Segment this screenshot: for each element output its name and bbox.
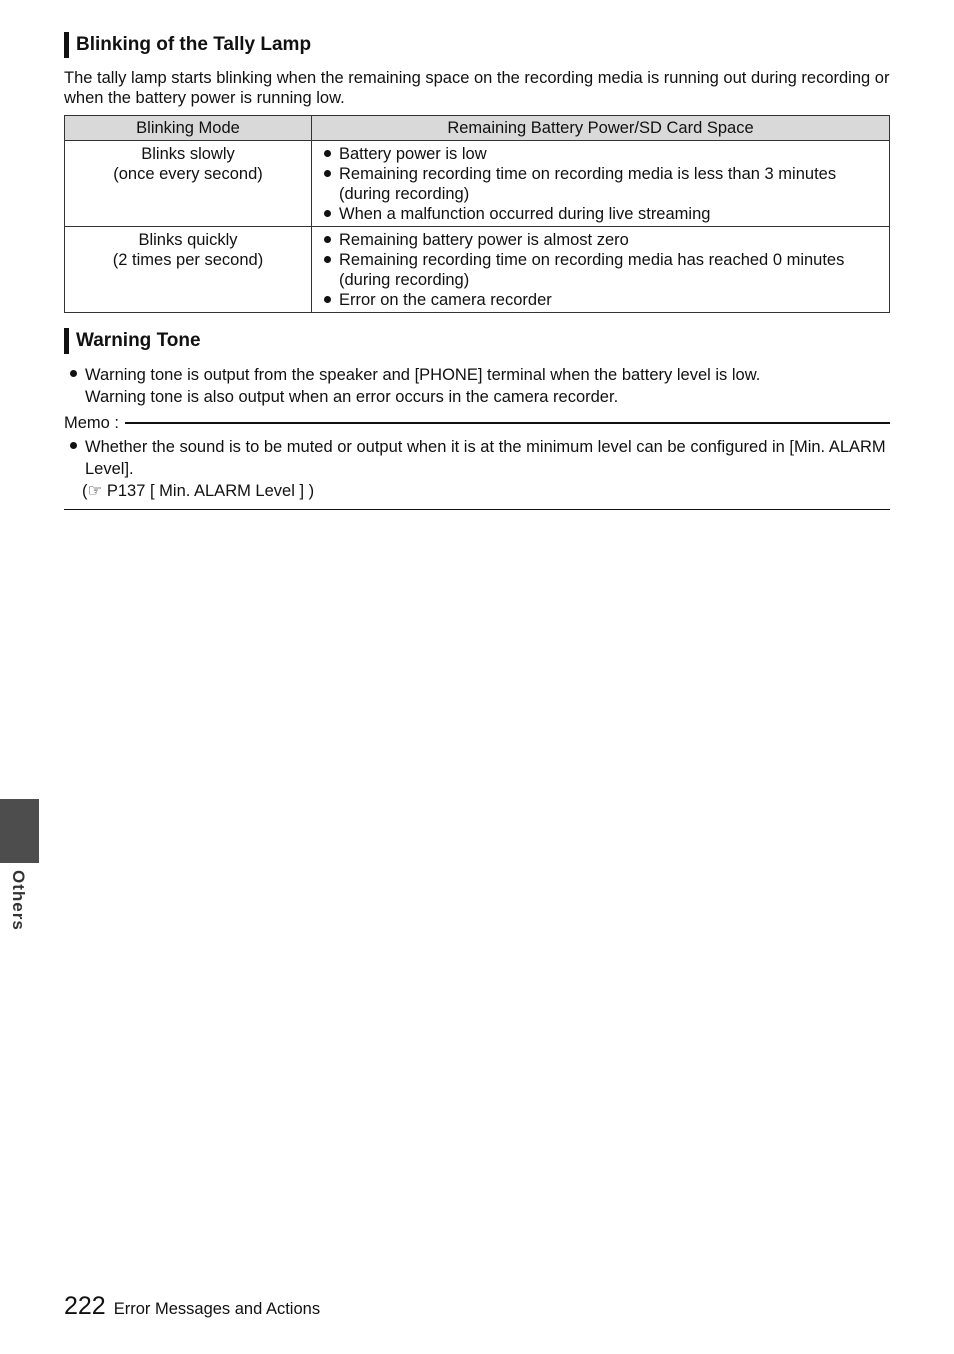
memo-item: Whether the sound is to be muted or output when it is at the minimum level can be configured in [Min. ALARM Level]. <box>68 436 890 480</box>
memo-header <box>64 412 890 434</box>
condition-cell <box>312 227 890 313</box>
condition-item: When a malfunction occurred during live streaming <box>322 204 885 224</box>
page-number: 222 <box>64 1292 106 1320</box>
list-item <box>68 364 890 408</box>
section-title-tally-lamp: Blinking of the Tally Lamp <box>64 32 311 58</box>
mode-detail: (once every second) <box>113 165 263 183</box>
mode-cell <box>65 227 312 313</box>
side-tab-marker <box>0 799 39 863</box>
mode-cell <box>65 141 312 227</box>
mode-label: Blinks quickly <box>138 231 238 249</box>
page-reference-link[interactable]: (☞ P137 [ Min. ALARM Level ] ) <box>82 482 315 500</box>
memo-body <box>68 436 890 502</box>
memo-divider <box>125 422 890 424</box>
side-tab-label: Others <box>9 870 28 931</box>
table-row <box>65 141 890 227</box>
table-header-row <box>65 116 890 141</box>
intro-paragraph: The tally lamp starts blinking when the remaining space on the recording media is running out during recording or when the battery power is running low. <box>64 69 890 107</box>
condition-item: Error on the camera recorder <box>322 290 885 310</box>
memo-label: Memo : <box>64 413 120 432</box>
mode-detail: (2 times per second) <box>112 251 264 269</box>
list-item-text: Warning tone is also output when an error occurs in the camera recorder. <box>85 388 619 406</box>
footer-chapter-title: Error Messages and Actions <box>113 1300 321 1318</box>
mode-label: Blinks slowly <box>141 145 235 163</box>
condition-item: Battery power is low <box>322 144 885 164</box>
table-row <box>65 227 890 313</box>
section-title-warning-tone: Warning Tone <box>64 328 201 354</box>
condition-cell <box>312 141 890 227</box>
page-footer <box>64 1292 320 1324</box>
condition-item: Remaining recording time on recording media is less than 3 minutes (during recording) <box>322 164 885 204</box>
list-item-text: Warning tone is output from the speaker and [PHONE] terminal when the battery level is low. <box>85 366 761 384</box>
condition-item: Remaining battery power is almost zero <box>322 230 885 250</box>
condition-item: Remaining recording time on recording media has reached 0 minutes (during recording) <box>322 250 885 290</box>
tally-lamp-table <box>64 115 890 313</box>
memo-bottom-divider <box>64 509 890 510</box>
header-blinking-mode: Blinking Mode <box>65 116 312 141</box>
warning-tone-list <box>68 364 890 408</box>
header-remaining-space: Remaining Battery Power/SD Card Space <box>312 116 890 141</box>
